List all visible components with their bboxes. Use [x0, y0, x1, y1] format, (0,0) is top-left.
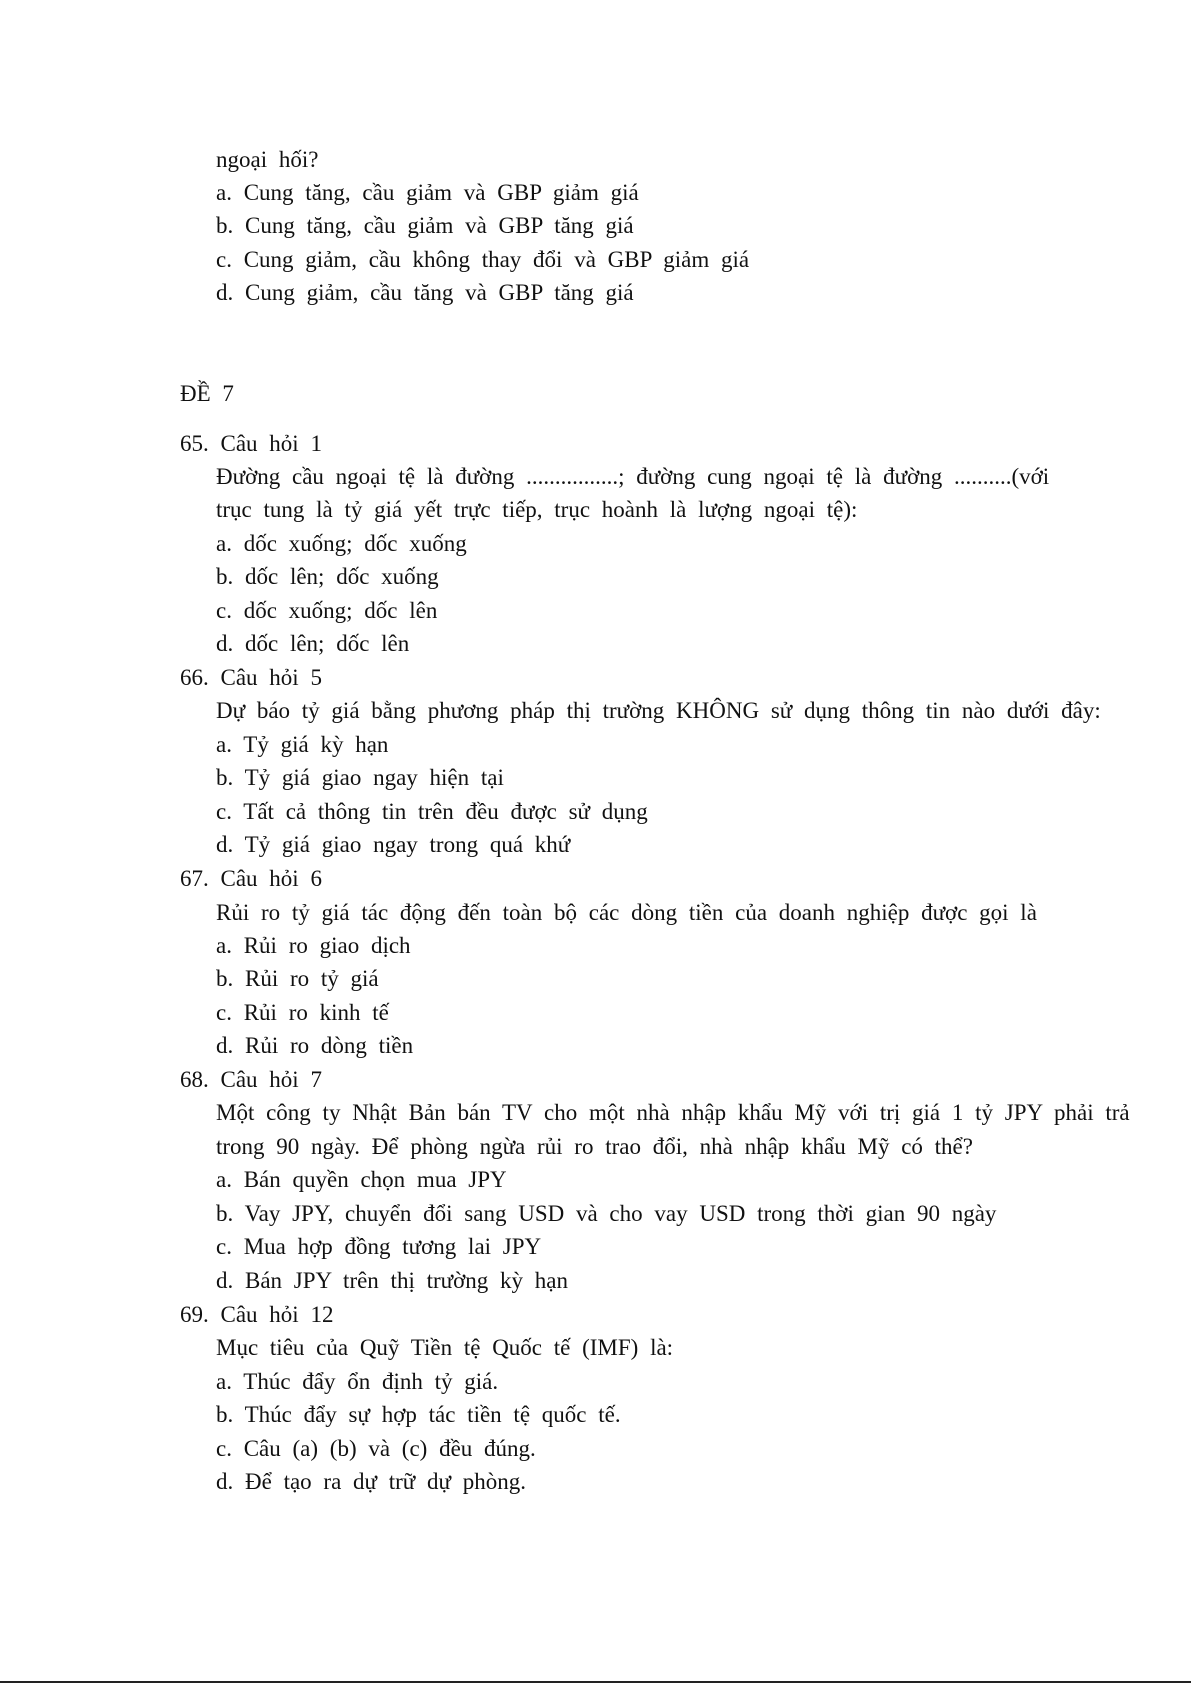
option-c: c. Câu (a) (b) và (c) đều đúng.: [216, 1436, 536, 1461]
option-c: c. dốc xuống; dốc lên: [216, 598, 438, 623]
question-text: Dự báo tỷ giá bằng phương pháp thị trường KHÔNG sử dụng thông tin nào dưới đây:: [216, 698, 1101, 723]
option-a: a. Thúc đẩy ổn định tỷ giá.: [216, 1369, 499, 1394]
question-text: Mục tiêu của Quỹ Tiền tệ Quốc tế (IMF) là:: [216, 1335, 674, 1360]
option-d: d. dốc lên; dốc lên: [216, 631, 410, 656]
option-d: d. Bán JPY trên thị trường kỳ hạn: [216, 1268, 568, 1293]
option-b: b. Tỷ giá giao ngay hiện tại: [216, 765, 504, 790]
section-title: ĐỀ 7: [180, 381, 234, 406]
question-text: trong 90 ngày. Để phòng ngừa rủi ro trao đổi, nhà nhập khẩu Mỹ có thể?: [216, 1134, 973, 1159]
option-d: d. Tỷ giá giao ngay trong quá khứ: [216, 832, 571, 857]
option-b: b. Thúc đẩy sự hợp tác tiền tệ quốc tế.: [216, 1402, 621, 1427]
question-header: 65. Câu hỏi 1: [180, 431, 322, 456]
option-a: a. Cung tăng, cầu giảm và GBP giảm giá: [216, 180, 639, 205]
question-text: trục tung là tỷ giá yết trực tiếp, trục hoành là lượng ngoại tệ):: [216, 497, 858, 522]
question-header: 68. Câu hỏi 7: [180, 1067, 322, 1092]
option-a: a. Tỷ giá kỳ hạn: [216, 732, 389, 757]
option-b: b. Cung tăng, cầu giảm và GBP tăng giá: [216, 213, 634, 238]
page-bottom-rule: [0, 1681, 1191, 1683]
option-a: a. Rủi ro giao dịch: [216, 933, 411, 958]
option-b: b. Vay JPY, chuyển đổi sang USD và cho vay USD trong thời gian 90 ngày: [216, 1201, 997, 1226]
option-d: d. Rủi ro dòng tiền: [216, 1033, 414, 1058]
option-a: a. dốc xuống; dốc xuống: [216, 531, 467, 556]
question-text: Một công ty Nhật Bản bán TV cho một nhà nhập khẩu Mỹ với trị giá 1 tỷ JPY phải trả: [216, 1100, 1130, 1125]
option-c: c. Tất cả thông tin trên đều được sử dụng: [216, 799, 648, 824]
question-header: 69. Câu hỏi 12: [180, 1302, 334, 1327]
option-c: c. Cung giảm, cầu không thay đổi và GBP giảm giá: [216, 247, 750, 272]
option-a: a. Bán quyền chọn mua JPY: [216, 1167, 507, 1192]
question-text: Đường cầu ngoại tệ là đường ................; đường cung ngoại tệ là đường ..........(với: [216, 464, 1050, 489]
option-d: d. Cung giảm, cầu tăng và GBP tăng giá: [216, 280, 634, 305]
continuation-text: ngoại hối?: [216, 147, 319, 172]
option-b: b. Rủi ro tỷ giá: [216, 966, 379, 991]
option-d: d. Để tạo ra dự trữ dự phòng.: [216, 1469, 526, 1494]
question-header: 66. Câu hỏi 5: [180, 665, 322, 690]
question-header: 67. Câu hỏi 6: [180, 866, 322, 891]
option-c: c. Rủi ro kinh tế: [216, 1000, 389, 1025]
question-text: Rủi ro tỷ giá tác động đến toàn bộ các dòng tiền của doanh nghiệp được gọi là: [216, 900, 1037, 925]
option-c: c. Mua hợp đồng tương lai JPY: [216, 1234, 542, 1259]
option-b: b. dốc lên; dốc xuống: [216, 564, 439, 589]
